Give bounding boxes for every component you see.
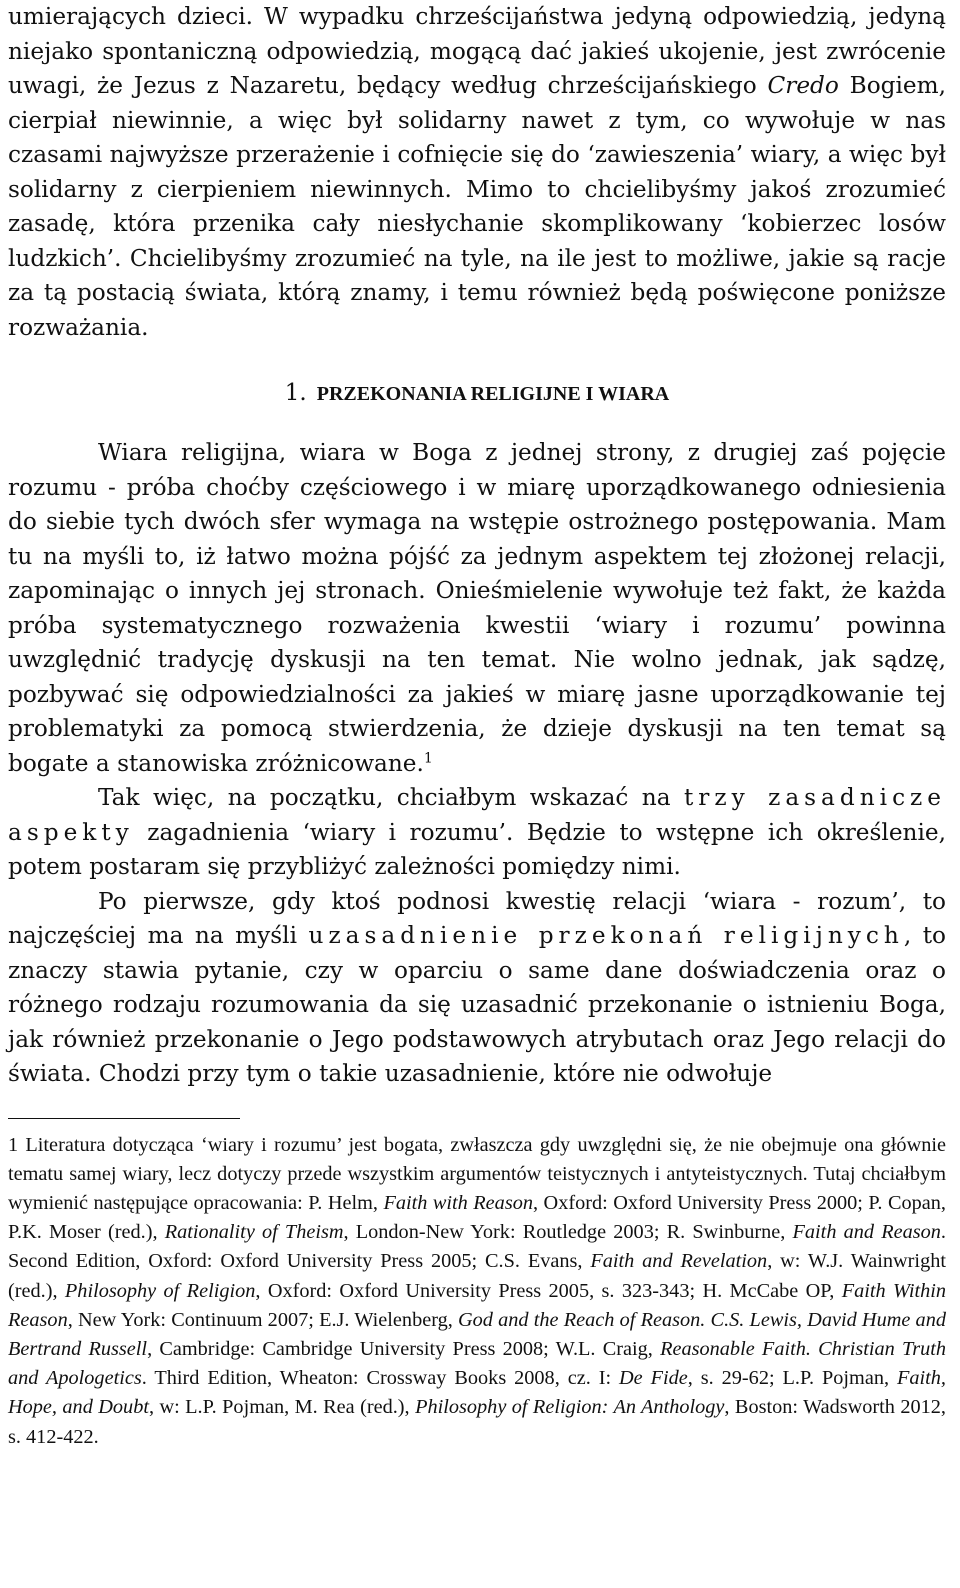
section-title: PRZEKONANIA RELIGIJNE I WIARA (316, 383, 670, 405)
spaced-emphasis: trzy zasadnicze aspekty (8, 784, 946, 846)
main-text (8, 0, 946, 1092)
paragraph-intro: umierających dzieci. W wypadku chrześcijaństwa jedyną odpowiedzią, jedyną niejako spontaniczną odpowiedzią, mogącą dać jakieś ukojenie, jest zwrócenie uwagi, że Jezus z Nazaretu, będący według chrześcijańskiego Credo Bogiem, cierpiał niewinnie, a więc był solidarny nawet z tym, co wywołuje w nas czasami najwyższe przerażenie i cofnięcie się do ‘zawieszenia’ wiary, a więc był solidarny z cierpieniem niewinnych. Mimo to chcielibyśmy jakoś zrozumieć zasadę, która przenika cały niesłychanie skomplikowany ‘kobierzec losów ludzkich’. Chcielibyśmy zrozumieć na tyle, na ile jest to możliwe, jakie są racje za tą postacią świata, którą znamy, i temu również będą poświęcone poniższe rozważania. (8, 3, 946, 341)
footnote-1: 1 Literatura dotycząca ‘wiary i rozumu’ jest bogata, zwłaszcza gdy uwzględni się, że nie obejmuje ona głównie tematu samej wiary, lecz dotyczy przede wszystkim argumentów teistycznych i antyteistycznych. Tutaj chciałbym wymienić następujące opracowania: P. Helm, Faith with Reason, Oxford: Oxford University Press 2000; P. Copan, P.K. Moser (red.), Rationality of Theism, London-New York: Routledge 2003; R. Swinburne, Faith and Reason. Second Edition, Oxford: Oxford University Press 2005; C.S. Evans, Faith and Revelation, w: W.J. Wainwright (red.), Philosophy of Religion, Oxford: Oxford University Press 2005, s. 323-343; H. McCabe OP, Faith Within Reason, New York: Continuum 2007; E.J. Wielenberg, God and the Reach of Reason. C.S. Lewis, David Hume and Bertrand Russell, Cambridge: Cambridge University Press 2008; W.L. Craig, Reasonable Faith. Christian Truth and Apologetics. Third Edition, Wheaton: Crossway Books 2008, cz. I: De Fide, s. 29-62; L.P. Pojman, Faith, Hope, and Doubt, w: L.P. Pojman, M. Rea (red.), Philosophy of Religion: An Anthology, Boston: Wadsworth 2012, s. 412-422. (8, 1133, 947, 1448)
spaced-emphasis: uzasadnienie przekonań religijnych (308, 922, 904, 949)
credo-italic: Credo (767, 72, 839, 99)
paragraph-3: Po pierwsze, gdy ktoś podnosi kwestię relacji ‘wiara - rozum’, to najczęściej ma na myśli uzasadnienie przekonań religijnych, to znaczy stawia pytanie, czy w oparciu o same dane doświadczenia oraz o różnego rodzaju rozumowania da się uzasadnić przekonanie o istnieniu Boga, jak również przekonanie o Jego podstawowych atrybutach oraz Jego relacji do świata. Chodzi przy tym o takie uzasadnienie, które nie odwołuje (8, 887, 946, 1087)
section-number: 1. (284, 380, 307, 406)
section-heading (8, 375, 946, 412)
footnote-ref[interactable]: 1 (423, 749, 433, 766)
paragraph-1: Wiara religijna, wiara w Boga z jednej strony, z drugiej zaś pojęcie rozumu - próba choćby częściowego i w miarę uporządkowanego odniesienia do siebie tych dwóch sfer wymaga na wstępie ostrożnego postępowania. Mam tu na myśli to, iż łatwo można pójść za jednym aspektem tej złożonej relacji, zapominając o innych jej stronach. Onieśmielenie wywołuje też fakt, że każda próba systematycznego rozważenia kwestii ‘wiary i rozumu’ powinna uwzględnić tradycję dyskusji na ten temat. Nie wolno jednak, jak sądzę, pozbywać się odpowiedzialności za jakieś w miarę jasne uporządkowanie tej problematyki za pomocą stwierdzenia, że dzieje dyskusji na ten temat są bogate a stanowiska zróżnicowane.$^1$ (8, 439, 946, 777)
footnote-separator (8, 1118, 240, 1119)
paragraph-2: Tak więc, na początku, chciałbym wskazać na trzy zasadnicze aspekty zagadnienia ‘wiary i rozumu’. Będzie to wstępne ich określenie, potem postaram się przybliżyć zależności pomiędzy nimi. (8, 784, 946, 880)
